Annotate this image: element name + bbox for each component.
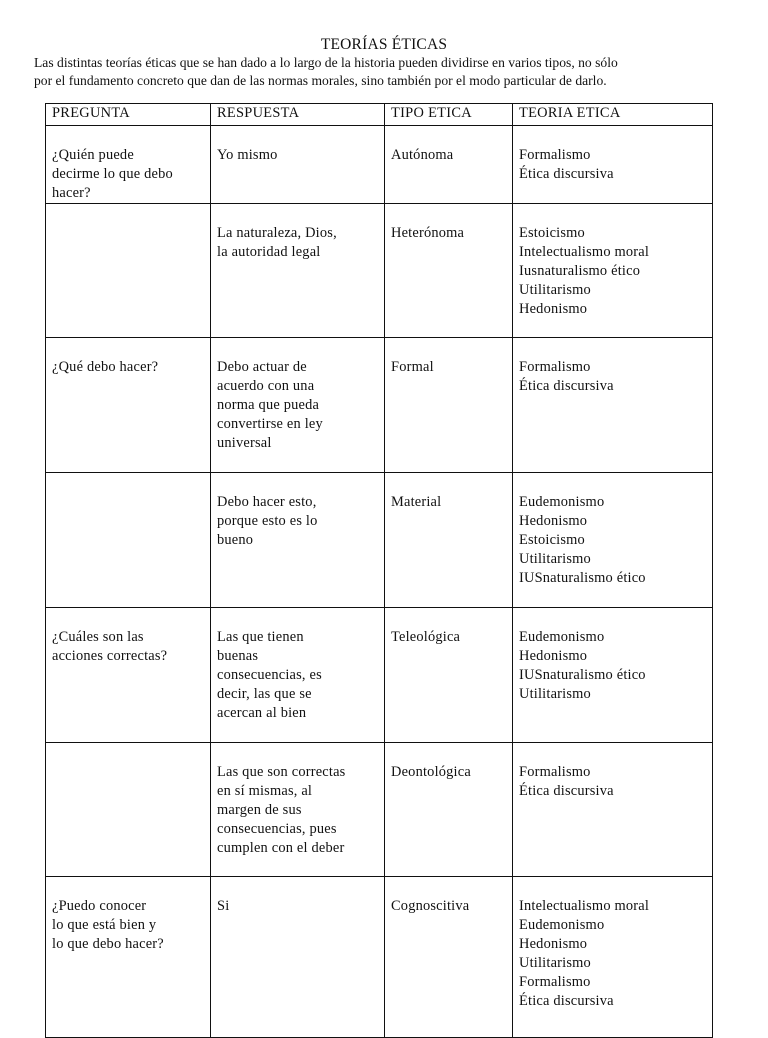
cell-respuesta: Si <box>211 877 385 1038</box>
header-row <box>46 104 713 126</box>
cell-teoria: Formalismo Ética discursiva <box>513 338 713 473</box>
intro-line: por el fundamento concreto que dan de las normas morales, sino también por el modo particular de darlo. <box>34 73 607 88</box>
cell-pregunta: ¿Puedo conocer lo que está bien y lo que debo hacer? <box>46 877 211 1038</box>
header-pregunta: PREGUNTA <box>46 104 211 126</box>
cell-pregunta <box>46 743 211 877</box>
header-respuesta: RESPUESTA <box>211 104 385 126</box>
document-title: TEORÍAS ÉTICAS <box>320 36 448 53</box>
cell-respuesta: Yo mismo <box>211 126 385 204</box>
intro-line: Las distintas teorías éticas que se han dado a lo largo de la historia pueden dividirse en varios tipos, no sólo <box>34 55 618 70</box>
ethics-table <box>45 103 713 1038</box>
cell-tipo: Cognoscitiva <box>385 877 513 1038</box>
table-row <box>46 608 713 743</box>
table-row <box>46 204 713 338</box>
cell-tipo: Deontológica <box>385 743 513 877</box>
table-row <box>46 877 713 1038</box>
cell-teoria: Eudemonismo Hedonismo IUSnaturalismo ético Utilitarismo <box>513 608 713 743</box>
cell-tipo: Teleológica <box>385 608 513 743</box>
cell-pregunta <box>46 473 211 608</box>
header-teoria-etica: TEORIA ETICA <box>513 104 713 126</box>
table-row <box>46 473 713 608</box>
cell-respuesta: La naturaleza, Dios, la autoridad legal <box>211 204 385 338</box>
intro-paragraph <box>34 54 746 90</box>
cell-tipo: Heterónoma <box>385 204 513 338</box>
cell-teoria: Formalismo Ética discursiva <box>513 743 713 877</box>
cell-teoria: Eudemonismo Hedonismo Estoicismo Utilitarismo IUSnaturalismo ético <box>513 473 713 608</box>
cell-respuesta: Las que tienen buenas consecuencias, es decir, las que se acercan al bien <box>211 608 385 743</box>
cell-pregunta <box>46 204 211 338</box>
table-header <box>46 104 713 126</box>
cell-pregunta: ¿Qué debo hacer? <box>46 338 211 473</box>
cell-tipo: Formal <box>385 338 513 473</box>
cell-tipo: Material <box>385 473 513 608</box>
cell-teoria: Intelectualismo moral Eudemonismo Hedonismo Utilitarismo Formalismo Ética discursiva <box>513 877 713 1038</box>
cell-respuesta: Debo actuar de acuerdo con una norma que pueda convertirse en ley universal <box>211 338 385 473</box>
cell-pregunta: ¿Cuáles son las acciones correctas? <box>46 608 211 743</box>
header-tipo-etica: TIPO ETICA <box>385 104 513 126</box>
cell-teoria: Formalismo Ética discursiva <box>513 126 713 204</box>
table-row <box>46 126 713 204</box>
cell-respuesta: Debo hacer esto, porque esto es lo bueno <box>211 473 385 608</box>
table-body <box>46 126 713 1038</box>
cell-pregunta: ¿Quién puede decirme lo que debo hacer? <box>46 126 211 204</box>
table-row <box>46 338 713 473</box>
cell-tipo: Autónoma <box>385 126 513 204</box>
cell-respuesta: Las que son correctas en sí mismas, al margen de sus consecuencias, pues cumplen con el deber <box>211 743 385 877</box>
cell-teoria: Estoicismo Intelectualismo moral Iusnaturalismo ético Utilitarismo Hedonismo <box>513 204 713 338</box>
table-row <box>46 743 713 877</box>
